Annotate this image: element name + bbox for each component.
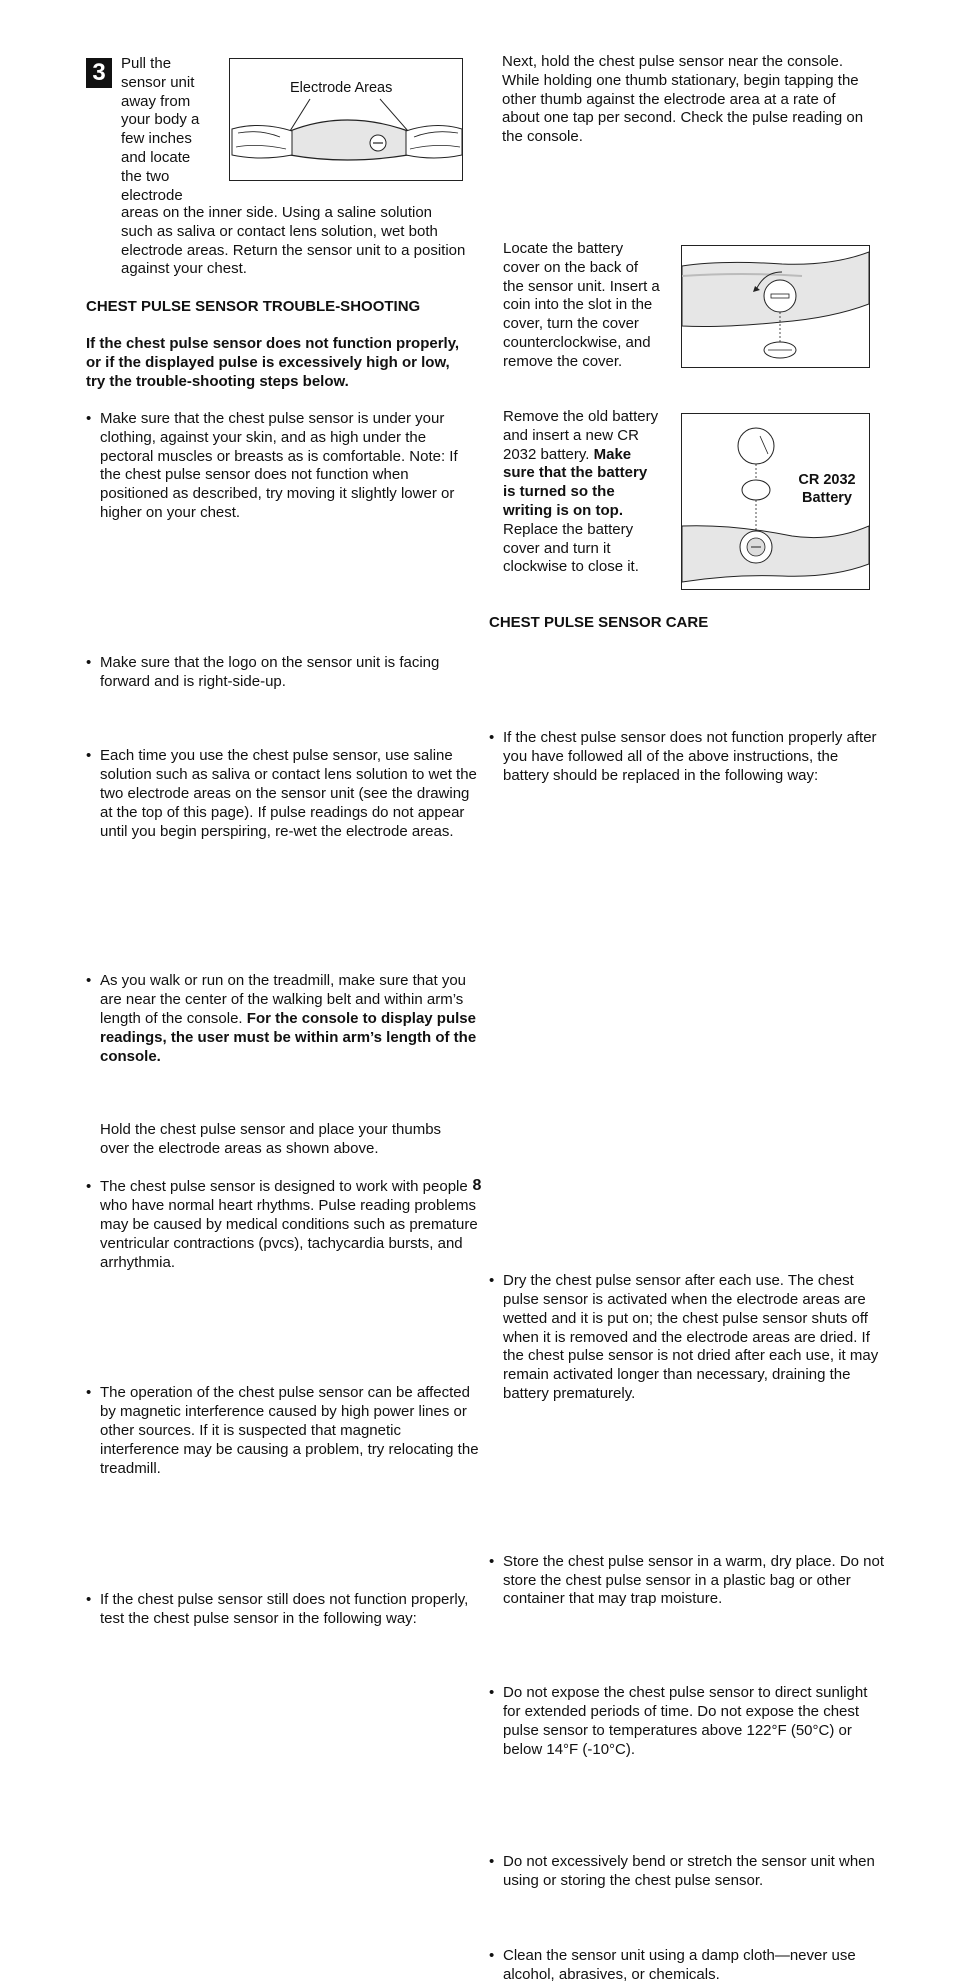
trouble-bullet-5-text: The chest pulse sensor is designed to work with people who have normal heart rhythms. Pulse reading problems may be caused by medical conditions such as premature ventricular contractions (pvcs), tachycardia bursts, and arrhythmia. xyxy=(100,1178,478,1271)
bullet-dot: • xyxy=(489,1272,495,1290)
replace-battery-text-pre: Remove the old battery and insert a new CR 2032 battery. xyxy=(503,408,659,463)
step-number-badge: 3 xyxy=(86,58,112,88)
battery-cover-drawing xyxy=(682,246,869,367)
step3-text-narrow: Pull the sensor unit away from your body a few inches and locate the two electrode xyxy=(121,55,200,204)
battery-replace-figure xyxy=(681,413,870,590)
test-instructions-hold: Hold the chest pulse sensor and place your thumbs over the electrode areas as shown above. xyxy=(100,1121,442,1157)
electrode-areas-label: Electrode Areas xyxy=(290,80,393,96)
trouble-bullet-1-text: Make sure that the chest pulse sensor is under your clothing, against your skin, and as high under the pectoral muscles or breasts as is comfortable. Note: If the chest pulse sensor does not function when positioned as described, try moving it slightly lower or higher on your chest. xyxy=(100,410,458,521)
care-bullet-4 xyxy=(489,1853,888,1891)
care-heading: CHEST PULSE SENSOR CARE xyxy=(489,614,709,631)
bullet-dot: • xyxy=(489,1853,495,1871)
care-bullet-3-text: Do not expose the chest pulse sensor to direct sunlight for extended periods of time. Do not expose the chest pulse sensor to temperatures above 122°F (50°C) or below 14°F (-10°C). xyxy=(503,1684,868,1758)
bullet-dot: • xyxy=(489,1684,495,1702)
bullet-dot: • xyxy=(86,972,92,990)
care-bullet-4-text: Do not excessively bend or stretch the sensor unit when using or storing the chest pulse sensor. xyxy=(503,1853,875,1890)
trouble-bullet-7 xyxy=(86,1591,480,1629)
trouble-bullet-7-text: If the chest pulse sensor still does not function properly, test the chest pulse sensor in the following way: xyxy=(100,1591,469,1628)
battery-label-line1: CR 2032 xyxy=(798,472,856,488)
trouble-bullet-4-bold: For the console to display pulse readings, the user must be within arm’s length of the console. xyxy=(100,1009,477,1065)
trouble-bullet-3-text: Each time you use the chest pulse sensor, use saline solution such as saliva or contact lens solution to wet the two electrode areas on the sensor unit (see the drawing at the top of this page). If pulse readings do not appear until you begin perspiring, re-wet the electrode areas. xyxy=(100,747,477,840)
bullet-dot: • xyxy=(86,410,92,427)
bullet-dot: • xyxy=(489,1947,495,1965)
sensor-hands-drawing xyxy=(230,59,462,180)
trouble-bullet-4-text: As you walk or run on the treadmill, make sure that you are near the center of the walking belt and within arm’s length of the console. xyxy=(100,972,467,1027)
step3-text-wide: areas on the inner side. Using a saline solution such as saliva or contact lens solution, wet both electrode areas. Return the sensor unit to a position against your chest. xyxy=(121,204,466,278)
battery-orientation-warning: Make sure that the battery is turned so the writing is on top. xyxy=(503,445,648,519)
bullet-dot: • xyxy=(86,1591,92,1609)
bullet-dot: • xyxy=(489,1552,495,1570)
trouble-bullet-8 xyxy=(489,729,888,785)
bullet-dot: • xyxy=(489,728,495,746)
test-instructions-next: Next, hold the chest pulse sensor near the console. While holding one thumb stationary, begin tapping the other thumb against the electrode area at a rate of about one tap per second. Check the pulse reading on the console. xyxy=(502,53,864,146)
care-bullet-5 xyxy=(489,1947,888,1985)
care-bullet-1-text: Dry the chest pulse sensor after each use. The chest pulse sensor is activated when the electrode areas are wetted and it is put on; the chest pulse sensor shuts off when it is removed and the electrode areas are dried. If the chest pulse sensor is not dried after each use, it may remain activated longer than necessary, draining the battery prematurely. xyxy=(503,1272,879,1403)
replace-battery-text xyxy=(503,408,663,577)
battery-cover-figure xyxy=(681,245,870,368)
care-bullet-1 xyxy=(489,1272,888,1404)
troubleshooting-intro: If the chest pulse sensor does not function properly, or if the displayed pulse is excessively high or low, try the trouble-shooting steps below. xyxy=(86,335,460,390)
care-bullet-3 xyxy=(489,1684,888,1759)
trouble-bullet-1 xyxy=(86,410,480,523)
locate-battery-cover-text: Locate the battery cover on the back of the sensor unit. Insert a coin into the slot in the cover, turn the cover counterclockwise, and remove the cover. xyxy=(503,240,660,370)
trouble-bullet-4 xyxy=(86,972,480,1066)
battery-label-line2: Battery xyxy=(802,490,852,506)
trouble-bullet-8-text: If the chest pulse sensor does not function properly after you have followed all of the above instructions, the battery should be replaced in the following way: xyxy=(503,728,877,784)
trouble-bullet-2 xyxy=(86,654,480,692)
trouble-bullet-3 xyxy=(86,747,480,841)
electrode-areas-figure xyxy=(229,58,463,181)
bullet-dot: • xyxy=(86,653,92,671)
replace-battery-text-post: Replace the battery cover and turn it clockwise to close it. xyxy=(503,520,639,576)
care-bullet-2-text: Store the chest pulse sensor in a warm, dry place. Do not store the chest pulse sensor in a plastic bag or other container that may trap moisture. xyxy=(503,1552,885,1608)
bullet-dot: • xyxy=(86,1384,92,1402)
trouble-bullet-6 xyxy=(86,1384,480,1478)
troubleshooting-heading: CHEST PULSE SENSOR TROUBLE-SHOOTING xyxy=(86,298,421,315)
page-number: 8 xyxy=(472,1177,482,1194)
bullet-dot: • xyxy=(86,1178,92,1196)
trouble-bullet-6-text: The operation of the chest pulse sensor can be affected by magnetic interference caused by high power lines or other sources. If it is suspected that magnetic interference may be causing a problem, try relocating the treadmill. xyxy=(100,1384,479,1477)
care-bullet-2 xyxy=(489,1553,888,1609)
care-bullet-5-text: Clean the sensor unit using a damp cloth—never use alcohol, abrasives, or chemicals. xyxy=(503,1947,856,1983)
trouble-bullet-2-text: Make sure that the logo on the sensor unit is facing forward and is right-side-up. xyxy=(100,653,440,690)
bullet-dot: • xyxy=(86,747,92,765)
